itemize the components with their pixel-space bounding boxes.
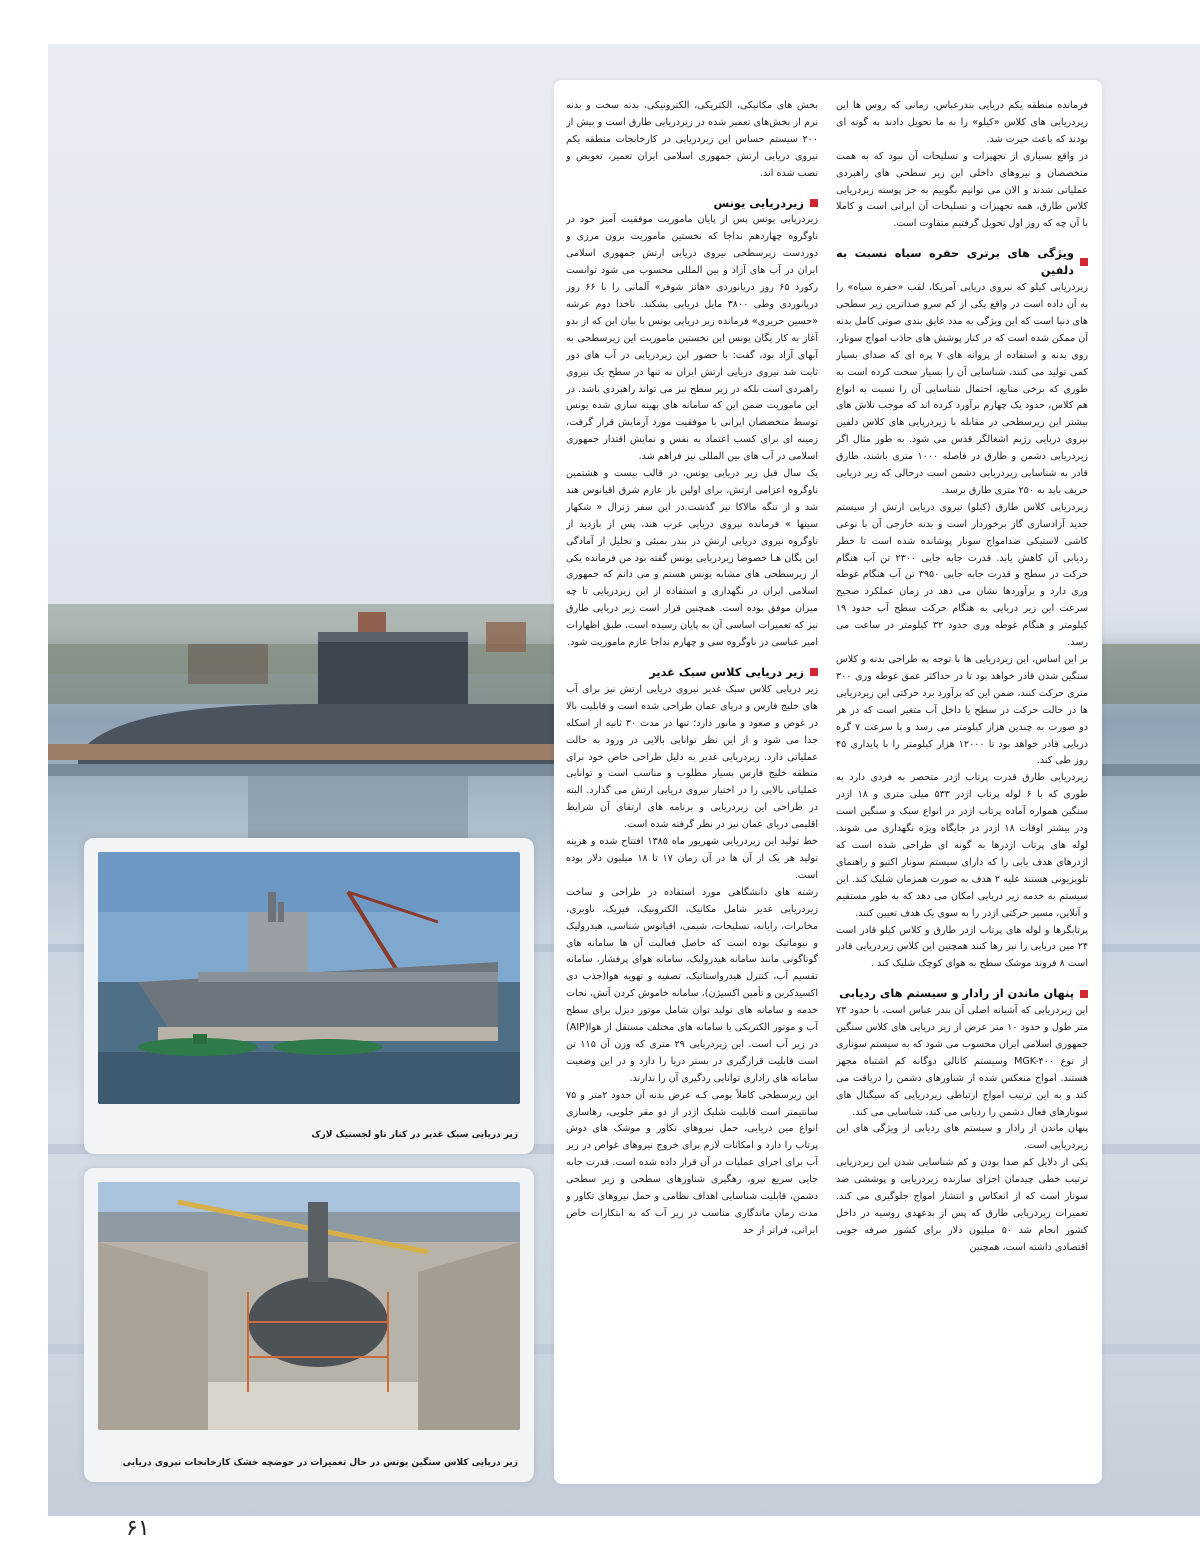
paragraph: در واقع بسیاری از تجهیزات و تسلیحات آن نبود که به همت متخصصان و نیروهای داخلی این زیر سطحی های راهبردی عملیاتی شدند و الان می توانیم بگوییم به جز پوسته زیردریایی کلاس طارق، همه تجهیزات و تسلیحات آن ایرانی است و کاملا با آن چه که روز اول تحویل گرفتیم متفاوت است. bbox=[836, 150, 1088, 230]
paragraph: زیردریایی طارق قدرت پرتاب اژدر متحصر به فردی دارد به طوری که با ۶ لوله پرتاب اژدر ۵۳۳ میلی متری و ۱۸ اژدر سنگین همواره آماده پرتاب اژدر در انواع سبک و سنگین است ودر بیشتر اوقات ۱۸ اژدر در جایگاه ویژه نگهداری می شوند. لوله های پرتاب اژدرها به گونه ای طراحی شده است که اژدرهای هدف یابی را که دارای سیستم سونار اکتیو و راهنمای تلویزیونی هستند علیه ۲ هدف به صورت همزمان شلیک کند. این سیستم به خدمه زیر دریایی امکان می دهد که به طور مستقیم و آنلاین، مسیر حرکتی اژدر را به سوی یک هدف تعیین کنند. bbox=[836, 772, 1088, 919]
heading-marker-icon bbox=[810, 668, 818, 676]
paragraph: پرتابگرها و لوله های پرتاب اژدر طارق و کلاس کیلو قادر است ۲۴ مین دریایی را نیز رها کنند همچنین این کلاس زیردریایی قادر است ۸ فروند موشک سطح به هوای کوچک شلیک کند . bbox=[836, 924, 1088, 970]
photo-card bbox=[84, 838, 534, 1154]
photo-caption: زیر دریایی سبک غدیر در کنار ناو لجستیک لارک bbox=[311, 1130, 518, 1140]
paragraph: خط تولید این زیردریایی شهریور ماه ۱۳۸۵ افتتاح شده و هزینه تولید هر یک از آن ها در آن زمان ۱۷ تا ۱۸ میلیون دلار بوده است. bbox=[566, 836, 818, 881]
section-heading-text: پنهان ماندن از رادار و سیستم های ردیابی bbox=[839, 986, 1074, 1001]
paragraph: زیر دریایی کلاس سبک غدیر نیروی دریایی ارتش نیز برای آب های خلیج فارس و دریای عمان طراحی شده است و قابلیت بالا در غوص و صعود و مانور دارد؛ تنها در مدت ۳۰ ثانیه از اسکله جدا می شود و از این نظر توانایی بالایی در ورود به حالت عملیاتی دارد. زیردریایی غدیر به دلیل طراحی خاص خود برای منطقه خلیج فارس بسیار مطلوب و مناسب است و توانایی عملیاتی بالایی را در اختیار نیروی دریایی ارتش می گذارد. البته در طراحی این زیردریایی و برنامه های ارتقای آن شرایط اقلیمی دریای عمان نیز در نظر گرفته شده است. bbox=[566, 683, 818, 831]
younes-submarine-drydock-photo bbox=[98, 1182, 520, 1430]
ghadir-submarine-photo bbox=[98, 852, 520, 1104]
section-heading-text: زیر دریایی کلاس سبک غدیر bbox=[649, 665, 804, 679]
section-heading bbox=[566, 195, 818, 212]
heading-marker-icon bbox=[1080, 990, 1088, 998]
section-heading bbox=[836, 245, 1088, 279]
paragraph: زیردریایی کلاس طارق (کیلو) نیروی دریایی ارتش از سیستم جدید آزادسازی گاز برخوردار است و بدنه خارجی آن با نوعی کاشی لاستیکی ضدامواج سونار پوشانده شده است تا خطر ردیابی آن کاهش یابد. قدرت جابه جایی ۲۳۰۰ تن آب هنگام حرکت در سطح و قدرت جابه جایی ۳۹۵۰ تن آب هنگام غوطه وری دارد و برآوردها نشان می دهد در زمان عملکرد صحیح سرعت این زیر دریایی به هنگام حرکت سطح آب حدود ۱۹ کیلومتر و هنگام غوطه وری حدود ۳۲ کیلومتر در ساعت می رسد. bbox=[836, 501, 1088, 649]
section-heading bbox=[566, 664, 818, 681]
paragraph: یک سال قبل زیر دریایی یونس، در قالب بیست و هشتمین ناوگروه اعزامی ارتش، برای اولین بار عازم شرق اقیانوس هند شد و از تنگه مالاکا نیز گذشت.در این سفر ژنرال « شکهار سینها » فرمانده نیروی دریایی غرب هند، پس از بازدید از ناوگروه نیروی دریایی ارتش در بندر بمبئی و تجلیل از آمادگی این یگان هـا خصوصا زیردریایی یونس گفته بود من فرمانده یکی از زیرسطحی های مشابه یونس هستم و می دانم که جمهوری اسلامی ایران در نگهداری و استفاده از این زیردریایی تا چه میزان موفق بوده است. همچنین قرار است زیر دریایی طارق نیز که تعمیرات اساسی آن به پایان رسیده است، طبق اظهارات امیر عباسی در ناوگروه سی و چهارم نداجا عازم ماموریت شود. bbox=[566, 468, 818, 649]
section-heading-text: زیردریایی یونس bbox=[713, 195, 804, 210]
paragraph: زیردریایی یونس پس از پایان ماموریت موفقیت آمیز خود در ناوگروه چهاردهم نداجا که نخستین ماموریت برون مرزی و دوردست زیرسطحی نیروی دریایی ارتش جمهوری اسلامی ایران در آب های آزاد و بین المللی محسوب می شود توانست رکورد ۶۵ روز دریانوردی «هانز شوفر» آلمانی را با ۶۶ روز دریانوردی وطی ۳۸۰۰ مایل دریایی بشکند. ناخدا دوم عرشه «حسین حریری» فرمانده زیر دریایی یونس با بیان این که از بدو آغاز به کار یگان یونس این نخستین ماموریت این زیرسطحی به آبهای آزاد بود، گفت: با حضور این زیردریایی در آب های دور ثابت شد نیروی دریایی ارتش ایران نه تنها در سطح یک نیروی راهبردی است بلکه در زیر سطح نیز می تواند راهبردی باشد. در این ماموریت ضمن این که سامانه های بهینه سازی شده یونس توسط متخصصان ایرانی با موفقیت مورد آزمایش قرار گرفت، زمینه ای برای کسب اعتماد به نفس و نمایش اقتدار جمهوری اسلامی در آب های بین المللی نیز فراهم شد. bbox=[566, 214, 818, 463]
paragraph: پنهان ماندن از رادار و سیستم های ردیابی از ویژگی های این زیردریایی است. bbox=[836, 1123, 1088, 1152]
heading-marker-icon bbox=[810, 199, 818, 207]
paragraph: رشته های دانشگاهی مورد استفاده در طراحی و ساخت زیردریایی غدیر شامل مکانیک، الکترونیک، فیزیک، ناوبری، مخابرات، رایانه، تسلیحات، شیمی، اقیانوس شناسی، هیدرولیک و نیوماتیک بوده است که حاصل فعالیت آن ها سامانه های گوناگونی مانند سامانه هیدرولیک، سامانه هوای پرفشار، سامانه تقسیم آب، کنترل هیدرواستاتیک، تصفیه و تهویه هوا(جذب دی اکسیدکربن و تأمین اکسیژن)، سامانه خاموش کردن آتش، نجات خدمه و سامانه های تولید توان شامل موتور دیزل برای سطح آب و موتور الکتریکی یا سامانه های مختلف مستقل از هوا(AIP) در زیر آب است. این زیردریایی ۲۹ متری که وزن آن ۱۱۵ تن است قابلیت قرارگیری در بستر دریا را دارد و در این وضعیت سامانه های راداری توانایی ردگیری آن را ندارند. bbox=[566, 886, 818, 1084]
photo-card bbox=[84, 1168, 534, 1482]
paragraph: این زیرسطحی کاملاً بومی کـه عرض بدنه آن حدود ۲متر و ۷۵ سانتیمتر است قابلیت شلیک اژدر از دو مقر جلویی، رهاسازی انواع مین دریایی، حمل نیروهای تکاور و موشک های دوش پرتاب را دارد و امکانات لازم برای خروج نیروهای غواص در زیر آب برای اجرای عملیات در آن قرار داده شده است. قدرت جابه جایی سریع نیرو، رهگیری شناورهای سطحی و زیر سطحی دشمن، قابلیت شناسایی اهداف نظامی و حمل نیروهای تکاور و مدت زمان ماندگاری مناسب در زیر آب که به ابتکارات خاص ایرانی، فراتر از حد bbox=[566, 1089, 818, 1236]
article-column-left bbox=[566, 98, 818, 1478]
paragraph: بخش های مکانیکی، الکتریکی، الکترونیکی، بدنه سخت و بدنه نرم از بخش‌های تعمیر شده در زیردریایی طارق است و بیش از ۲۰۰ سیستم حساس این زیردریایی در کارخانجات منطقه یکم نیروی دریایی ارتش جمهوری اسلامی ایران تعمیر، تعویض و نصب شده اند. bbox=[566, 100, 818, 179]
paragraph: زیردریایی کیلو که نیروی دریایی آمریکا، لقب «حفره سیاه» را به آن داده است در واقع یکی از کم سرو صداترین زیر سطحی های دنیا است که این ویژگی به مدد عایق بندی صوتی کامل بدنه آن ممکن شده است که در کنار پوشش های جاذب امواج سونار، روی بدنه و استفاده از پروانه های ۷ پره ای که صدای بسیار کمی تولید می کنند، شناسایی آن را بسیار سخت کرده است به طوری که برخی منابع، احتمال شناسایی آن را نسبت به انواع هم کلاس، حدود یک چهارم برآورد کرده اند که موجب تلاش های بیشتر این زیرسطحی در مقابله با زیردریایی های کلاس دلفین نیروی دریایی رژیم اشغالگر قدس می شود. به طور مثال اگر زیردریایی دشمن و طارق در فاصله ۱۰۰۰ متری باشند، طارق قادر به شناسایی زیردریایی دشمن است درحالی که زیر دریایی حریف باید به ۲۵۰ متری طارق برسد. bbox=[836, 282, 1088, 496]
section-heading bbox=[836, 985, 1088, 1002]
paragraph: یکی از دلایل کم صدا بودن و کم شناسایی شدن این زیردریایی ترتیب خطی چیدمان اجزای سازنده زیردریایی و پوششی ضد سونار است که از انعکاس و انتشار امواج جلوگیری می کند. تعمیرات زیردریایی طارق که پس از بدعهدی روسیه در داخل کشور انجام شد ۵۰ میلیون دلار برای کشور صرفه جویی اقتصادی داشته است، همچنین bbox=[836, 1157, 1088, 1253]
photo-caption: زیر دریایی کلاس سنگین یونس در حال تعمیرات در حوضچه خشک کارخانجات نیروی دریایی bbox=[122, 1458, 518, 1468]
page-number: ۶۱ bbox=[126, 1516, 150, 1541]
section-heading-text: ویژگی های برتری حفره سیاه نسبت به دلفین bbox=[836, 246, 1074, 278]
article-column-right bbox=[836, 98, 1088, 1478]
paragraph: فرمانده منطقه یکم دریایی بندرعباس، زمانی که روس ها این زیردریایی های کلاس «کیلو» را به ما تحویل دادند به گونه ای بودند که باعث حیرت شد. bbox=[836, 100, 1088, 145]
paragraph: این زیردریایی که آشیانه اصلی آن بندر عباس است، با حدود ۷۳ متر طول و حدود ۱۰ متر عرض از زیر دریایی های کلاس سنگین جمهوری اسلامی ایران محسوب می شود که به سیستم سوناری از نوع MGK-۴۰۰ وسیستم کانالی دوگانه کم اشتباه مجهز هستند. امواج منعکس شده از شناورهای دشمن را دریافت می کند و به این ترتیب امواج ارتباطی زیردریایی که سیگنال های سونارهای فعال دشمن را ردیابی می کند، شناسایی می کند. bbox=[836, 1005, 1088, 1118]
article-panel bbox=[554, 80, 1102, 1484]
paragraph: بر این اساس، این زیردریایی ها با توجه به طراحی بدنه و کلاس سنگین شدن قادر خواهد بود تا در حداکثر عمق غوطه وری ۳۰۰ متری حرکت کنند، ضمن این که برآورد برد حرکتی این زیردریایی ها در حالت حرکت در سطح یا داخل آب متغیر است که در هر دو صورت به چندین هزار کیلومتر می رسد و با سرعت ۷ گره دریایی قادر خواهد بود تا ۱۲۰۰۰ هزار کیلومتر را با پایداری ۴۵ روز طی کند. bbox=[836, 654, 1088, 767]
heading-marker-icon bbox=[1080, 258, 1088, 266]
